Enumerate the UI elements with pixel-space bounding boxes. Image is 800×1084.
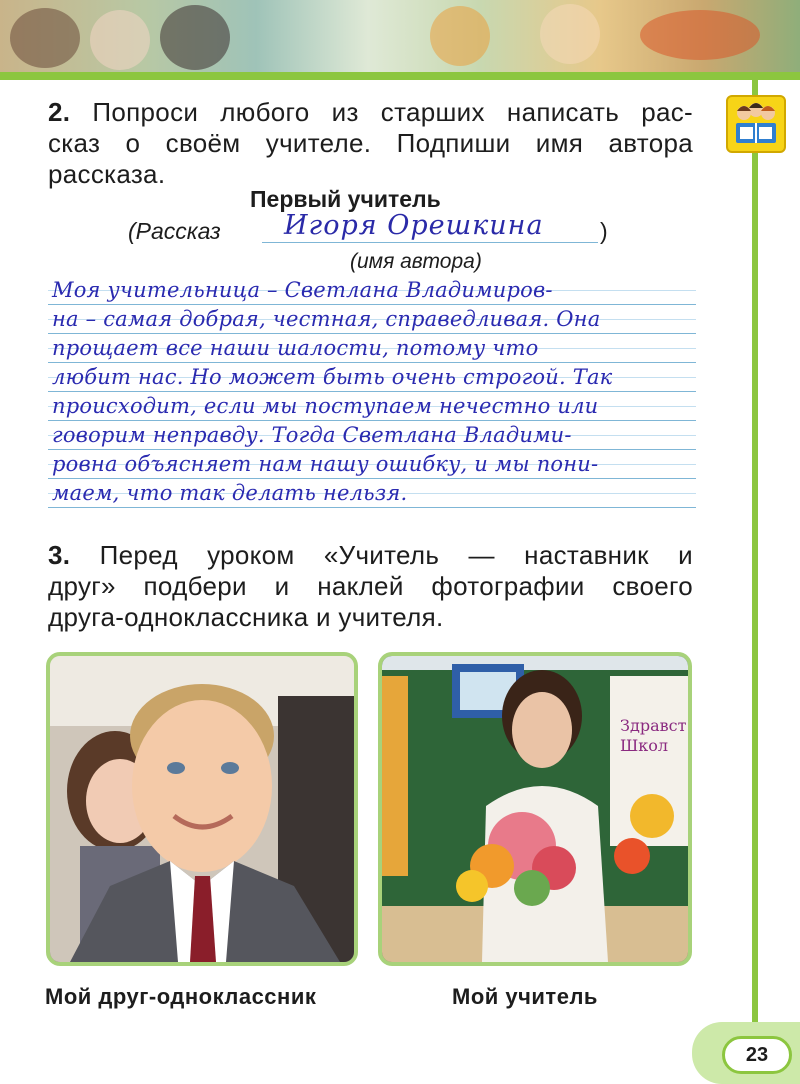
handwritten-line: происходит, если мы поступаем нечестно или [52, 394, 599, 418]
friend-caption: Мой друг-одноклассник [45, 984, 317, 1009]
ruling-line [48, 333, 696, 334]
handwritten-line: ровна объясняет нам нашу ошибку, и мы пони- [52, 452, 599, 476]
task-2-number: 2. [48, 97, 71, 127]
poster-text: Здравст Школ [620, 716, 687, 755]
story-title: Первый учитель [250, 186, 441, 212]
header-divider [0, 72, 800, 80]
handwritten-line: любит нас. Но может быть очень строгой. Так [52, 365, 613, 389]
task-2-line: 2. Попроси любого из старших написать рас- [48, 97, 693, 127]
ruling-line [48, 507, 696, 508]
task-3-line: друга-одноклассника и учителя. [48, 602, 444, 632]
ruling-line [48, 420, 696, 421]
reading-children-icon [726, 95, 786, 153]
task-2-text [48, 97, 693, 190]
handwritten-line: прощает все наши шалости, потому что [52, 336, 539, 360]
teacher-caption: Мой учитель [452, 984, 598, 1009]
ruling-line [48, 449, 696, 450]
handwritten-line: маем, что так делать нельзя. [52, 481, 408, 505]
margin-line [752, 76, 758, 1046]
ruling-line [48, 391, 696, 392]
author-name-handwritten: Игоря Орешкина [284, 210, 544, 241]
task-3-line: друг» подбери и наклей фотографии своего [48, 571, 693, 601]
task-2-line: сказ о своём учителе. Подпиши имя автора [48, 128, 693, 158]
author-name-line [262, 242, 598, 243]
page-number: 23 [722, 1036, 792, 1074]
task-3-number: 3. [48, 540, 71, 570]
handwritten-line: Моя учительница – Светлана Владимиров- [52, 278, 553, 302]
handwritten-line: на – самая добрая, честная, справедливая. Она [52, 307, 601, 331]
author-caption: (имя автора) [350, 250, 482, 273]
task-3-line: 3. Перед уроком «Учитель — наставник и [48, 540, 693, 570]
ruling-line [48, 304, 696, 305]
header-illustration [0, 0, 800, 74]
teacher-photo [378, 652, 692, 966]
task-3-text [48, 540, 693, 633]
story-by-label: (Рассказ [128, 218, 221, 244]
story-by-close: ) [600, 218, 608, 244]
ruling-line [48, 478, 696, 479]
friend-photo [46, 652, 358, 966]
ruling-line [48, 362, 696, 363]
handwritten-line: говорим неправду. Тогда Светлана Владими- [52, 423, 572, 447]
task-2-line: рассказа. [48, 159, 166, 189]
